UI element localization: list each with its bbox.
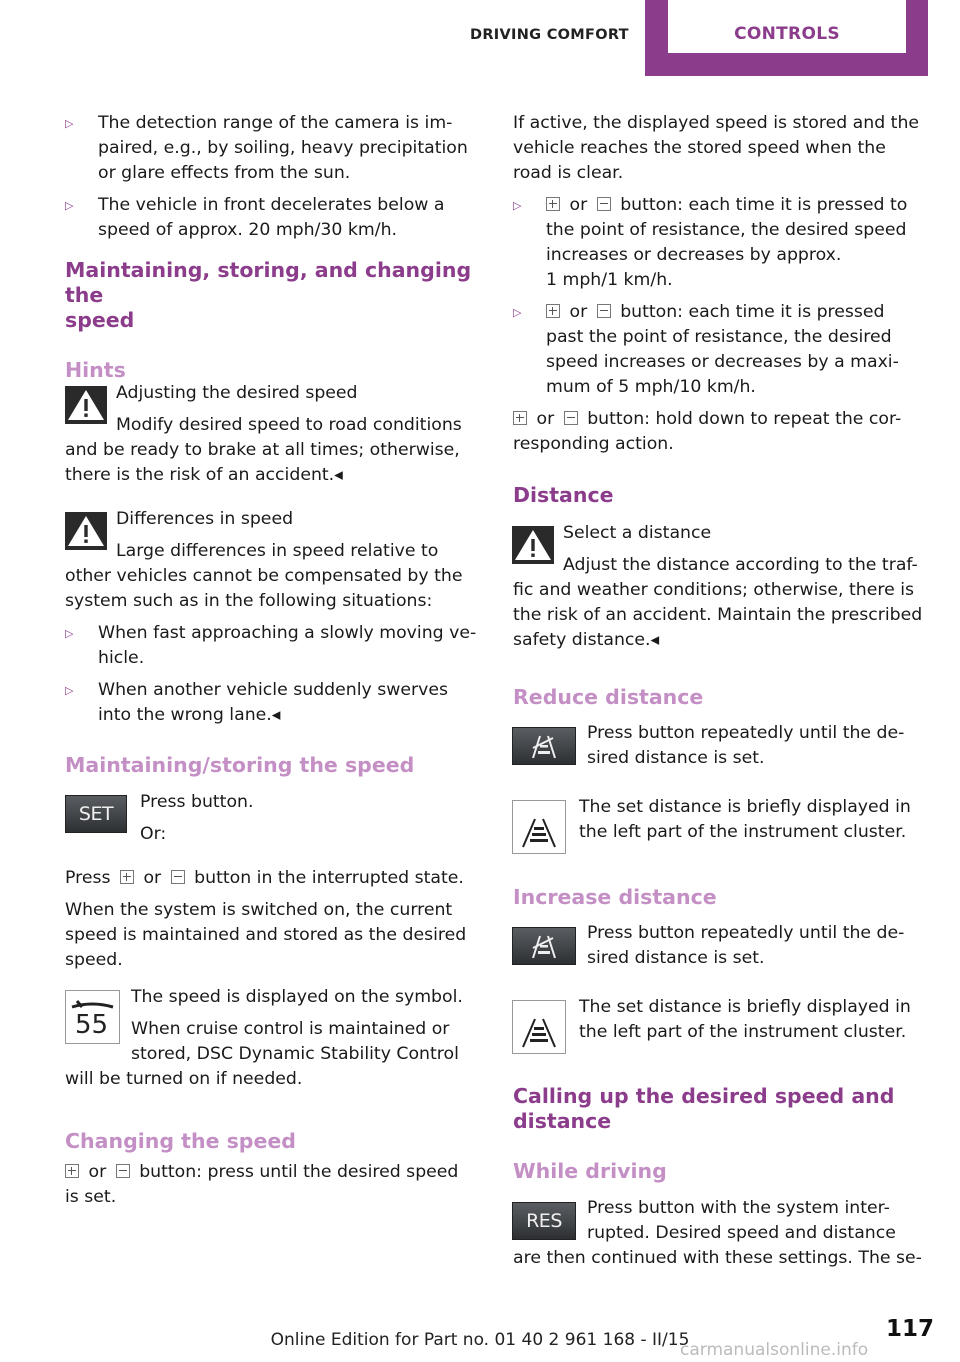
list-item	[65, 193, 485, 243]
bullet-icon: ▷	[65, 684, 74, 697]
heading-maintaining-2: speed	[65, 308, 135, 332]
bullet-icon: ▷	[65, 627, 74, 640]
heading-while-driving: While driving	[513, 1159, 667, 1183]
heading-storing: Maintaining/storing the speed	[65, 753, 415, 777]
minus-icon	[564, 411, 578, 425]
heading-maintaining: Maintaining, storing, and changing the	[65, 258, 472, 307]
bullet-icon: ▷	[65, 199, 74, 212]
body-text: When cruise control is maintained or	[131, 1019, 450, 1039]
bullet-text	[546, 300, 933, 325]
body-text: responding action.	[513, 434, 674, 454]
warning-text: safety distance.◂	[513, 630, 660, 650]
body-text: Press button repeatedly until the de-	[587, 923, 905, 943]
plus-icon	[546, 304, 560, 318]
bullet-text: increases or decreases by approx.	[546, 245, 842, 265]
heading-increase: Increase distance	[513, 885, 717, 909]
set-text	[140, 790, 480, 847]
heading-calling-2: distance	[513, 1109, 612, 1133]
distance-bars-icon	[513, 1001, 565, 1053]
warning-text: the risk of an accident. Maintain the prescribed	[513, 605, 923, 625]
warning-text: Large differences in speed relative to	[116, 541, 439, 561]
plus-icon	[513, 411, 527, 425]
distance-bars-icon	[513, 801, 565, 853]
increase-text	[587, 921, 927, 971]
warning-title: Adjusting the desired speed	[116, 383, 358, 403]
or-word: or	[569, 302, 588, 322]
bullet-text: speed of approx. 20 mph/30 km/h.	[98, 220, 398, 240]
footer-edition: Online Edition for Part no. 01 40 2 961 168 - II/15	[270, 1330, 690, 1350]
or-word: or	[536, 409, 555, 429]
distance-button-image	[512, 927, 576, 965]
reduce-text	[587, 721, 927, 771]
bullet-text: into the wrong lane.◂	[98, 705, 281, 725]
body-text: rupted. Desired speed and distance	[587, 1223, 896, 1243]
right-column	[513, 111, 933, 508]
list-item	[65, 678, 485, 728]
minus-icon	[597, 197, 611, 211]
increase-heading-wrap	[513, 885, 933, 910]
heading-reduce: Reduce distance	[513, 685, 704, 709]
heading-calling: Calling up the desired speed and	[513, 1084, 895, 1108]
bullet-text: 1 mph/1 km/h.	[546, 270, 673, 290]
bullet-text	[546, 193, 933, 218]
or-word: or	[569, 195, 588, 215]
press-word: Press	[65, 868, 111, 888]
heading-changing: Changing the speed	[65, 1129, 296, 1153]
body-text: speed is maintained and stored as the desired	[65, 925, 467, 945]
body-text: sired distance is set.	[587, 748, 765, 768]
warning-text: system such as in the following situations:	[65, 591, 433, 611]
body-text: The speed is displayed on the symbol.	[131, 987, 463, 1007]
watermark: carmanualsonline.info	[680, 1340, 869, 1360]
or-word: or	[88, 1162, 107, 1182]
press-interrupted	[65, 866, 485, 973]
reduce-display-text	[579, 795, 929, 845]
bullet-icon: ▷	[65, 117, 74, 130]
header-chapter[interactable]: CONTROLS	[734, 24, 840, 44]
body-text: Press button repeatedly until the de-	[587, 723, 905, 743]
bullet-text: The detection range of the camera is im-	[98, 113, 453, 133]
warning-text: other vehicles cannot be compensated by the	[65, 566, 463, 586]
distance-display-icon	[512, 1000, 566, 1054]
body-text: Press button with the system inter-	[587, 1198, 890, 1218]
minus-icon	[116, 1164, 130, 1178]
or-word: or	[143, 868, 162, 888]
body-text: will be turned on if needed.	[65, 1069, 303, 1089]
bullet-text: When another vehicle suddenly swerves	[98, 680, 448, 700]
speed-number: 55	[75, 1010, 109, 1040]
symbol-text	[65, 985, 485, 1210]
bullet-text: or glare effects from the sun.	[98, 163, 351, 183]
page-number: 117	[886, 1316, 935, 1342]
press-tail: button in the interrupted state.	[194, 868, 464, 888]
warning-text: and be ready to brake at all times; otherwise,	[65, 440, 460, 460]
bullet-text: past the point of resistance, the desired	[546, 327, 892, 347]
heading-distance: Distance	[513, 483, 614, 507]
body-text: road is clear.	[513, 163, 624, 183]
body-text: are then continued with these settings. The se-	[513, 1248, 922, 1268]
header-section: DRIVING COMFORT	[470, 27, 629, 43]
bullet-text: The vehicle in front decelerates below a	[98, 195, 445, 215]
change-text: button: press until the desired speed	[139, 1162, 459, 1182]
body-text: sired distance is set.	[587, 948, 765, 968]
body-text: is set.	[65, 1187, 117, 1207]
body-text: vehicle reaches the stored speed when the	[513, 138, 886, 158]
plus-icon	[65, 1164, 79, 1178]
warning-text: fic and weather conditions; otherwise, there is	[513, 580, 915, 600]
body-text: speed.	[65, 950, 123, 970]
minus-icon	[171, 870, 185, 884]
warning-block-2	[65, 507, 485, 778]
increase-display-text	[579, 995, 929, 1045]
distance-button-image	[512, 727, 576, 765]
body-text: stored, DSC Dynamic Stability Control	[131, 1044, 459, 1064]
hold-text: button: hold down to repeat the cor-	[587, 409, 902, 429]
body-text: The set distance is briefly displayed in	[579, 797, 911, 817]
list-item	[65, 111, 485, 186]
distance-display-icon	[512, 800, 566, 854]
set-button-image: SET	[65, 795, 127, 833]
warning-text: there is the risk of an accident.◂	[65, 465, 343, 485]
bullet-text: paired, e.g., by soiling, heavy precipitation	[98, 138, 468, 158]
warning-block-3	[513, 521, 933, 710]
plus-icon	[120, 870, 134, 884]
body-text: If active, the displayed speed is stored and the	[513, 113, 920, 133]
bullet-text: hicle.	[98, 648, 145, 668]
bullet-icon: ▷	[513, 199, 522, 212]
bullet-text: mum of 5 mph/10 km/h.	[546, 377, 756, 397]
calling-section	[513, 1084, 933, 1184]
bullet-line: button: each time it is pressed	[620, 302, 885, 322]
or-text: Or:	[140, 824, 167, 844]
warning-title: Differences in speed	[116, 509, 294, 529]
plus-icon	[546, 197, 560, 211]
warning-text: Adjust the distance according to the traf-	[563, 555, 918, 575]
hold-line	[513, 407, 933, 432]
res-button-image: RES	[512, 1202, 576, 1240]
warning-title: Select a distance	[563, 523, 712, 543]
bullet-text: When fast approaching a slowly moving ve-	[98, 623, 477, 643]
warning-text: Modify desired speed to road conditions	[116, 415, 462, 435]
press-line	[65, 866, 485, 891]
body-text: The set distance is briefly displayed in	[579, 997, 911, 1017]
res-text	[513, 1196, 933, 1271]
body-text: the left part of the instrument cluster.	[579, 1022, 907, 1042]
list-item	[65, 621, 485, 671]
press-button-text: Press button.	[140, 792, 254, 812]
body-text: the left part of the instrument cluster.	[579, 822, 907, 842]
bullet-text: the point of resistance, the desired speed	[546, 220, 907, 240]
distance-reduce-icon	[513, 728, 575, 764]
heading-hints: Hints	[65, 358, 126, 382]
body-text: When the system is switched on, the current	[65, 900, 453, 920]
left-column	[65, 111, 485, 383]
change-line	[65, 1160, 485, 1185]
bullet-line: button: each time it is pressed to	[620, 195, 908, 215]
list-item	[513, 193, 933, 293]
bullet-icon: ▷	[513, 306, 522, 319]
list-item	[513, 300, 933, 400]
warning-block-1	[65, 381, 485, 488]
distance-increase-icon	[513, 928, 575, 964]
minus-icon	[597, 304, 611, 318]
bullet-text: speed increases or decreases by a maxi-	[546, 352, 899, 372]
